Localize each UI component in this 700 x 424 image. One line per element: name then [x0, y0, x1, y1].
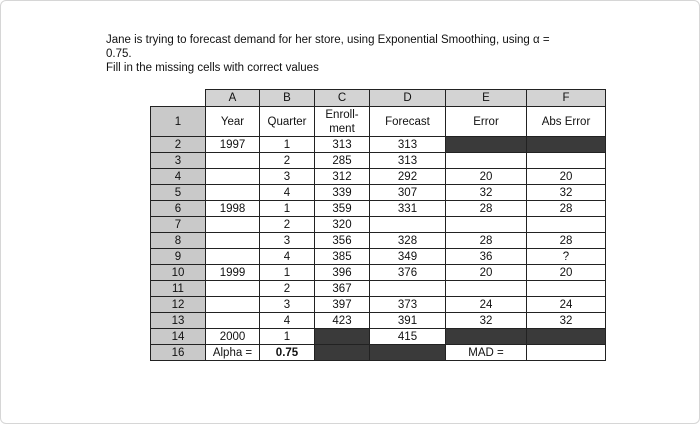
error-cell[interactable]	[446, 217, 527, 233]
year-cell[interactable]	[206, 281, 260, 297]
row-number: 5	[151, 185, 206, 201]
error-cell[interactable]: 20	[446, 265, 527, 281]
year-cell[interactable]: 1999	[206, 265, 260, 281]
enrollment-cell[interactable]: 312	[315, 169, 370, 185]
abs-error-cell[interactable]: 28	[527, 233, 606, 249]
spreadsheet-table	[150, 89, 606, 361]
table-row	[151, 249, 606, 265]
quarter-cell[interactable]: 1	[260, 137, 315, 153]
error-cell[interactable]: 28	[446, 201, 527, 217]
abs-error-cell[interactable]: 20	[527, 265, 606, 281]
table-row	[151, 169, 606, 185]
error-cell[interactable]: 24	[446, 297, 527, 313]
forecast-cell[interactable]: 313	[370, 137, 446, 153]
forecast-cell[interactable]	[370, 217, 446, 233]
forecast-cell[interactable]: 415	[370, 329, 446, 345]
table-row	[151, 153, 606, 169]
year-cell[interactable]	[206, 217, 260, 233]
abs-error-cell[interactable]: 32	[527, 185, 606, 201]
table-row	[151, 345, 606, 361]
table-row	[151, 137, 606, 153]
row-number: 16	[151, 345, 206, 361]
year-cell[interactable]	[206, 233, 260, 249]
table-row	[151, 201, 606, 217]
row-number: 2	[151, 137, 206, 153]
forecast-cell[interactable]: 307	[370, 185, 446, 201]
quarter-cell[interactable]: 3	[260, 233, 315, 249]
year-cell[interactable]	[206, 169, 260, 185]
header-error: Error	[446, 107, 527, 137]
question-line-2: 0.75.	[106, 48, 132, 60]
year-cell[interactable]: 1997	[206, 137, 260, 153]
quarter-cell[interactable]: 3	[260, 169, 315, 185]
abs-error-cell[interactable]: 20	[527, 169, 606, 185]
quarter-cell[interactable]: 4	[260, 185, 315, 201]
enrollment-cell[interactable]: 313	[315, 137, 370, 153]
year-cell[interactable]	[206, 153, 260, 169]
header-abs-error: Abs Error	[527, 107, 606, 137]
quarter-cell[interactable]: 4	[260, 249, 315, 265]
column-header-f: F	[527, 90, 606, 107]
error-cell[interactable]: 20	[446, 169, 527, 185]
quarter-cell[interactable]: 3	[260, 297, 315, 313]
error-cell-shaded	[446, 329, 527, 345]
question-line-3: Fill in the missing cells with correct values	[106, 62, 319, 74]
error-cell[interactable]: 28	[446, 233, 527, 249]
quarter-cell[interactable]: 2	[260, 281, 315, 297]
error-cell[interactable]: 36	[446, 249, 527, 265]
enrollment-cell[interactable]: 423	[315, 313, 370, 329]
error-cell[interactable]	[446, 153, 527, 169]
row-number: 7	[151, 217, 206, 233]
table-row	[151, 185, 606, 201]
abs-error-cell[interactable]: 32	[527, 313, 606, 329]
enrollment-cell[interactable]: 385	[315, 249, 370, 265]
question-text	[106, 33, 606, 75]
table-row	[151, 329, 606, 345]
year-cell[interactable]	[206, 185, 260, 201]
row-number: 14	[151, 329, 206, 345]
quarter-cell[interactable]: 2	[260, 153, 315, 169]
abs-error-cell-shaded	[527, 137, 606, 153]
table-row	[151, 265, 606, 281]
row-number: 1	[151, 107, 206, 137]
abs-error-cell[interactable]	[527, 153, 606, 169]
header-enrollment-line-2: ment	[329, 122, 355, 135]
abs-error-cell[interactable]: ?	[527, 249, 606, 265]
table-row	[151, 281, 606, 297]
column-header-b: B	[260, 90, 315, 107]
year-cell[interactable]	[206, 313, 260, 329]
forecast-cell[interactable]: 349	[370, 249, 446, 265]
row-number: 6	[151, 201, 206, 217]
quarter-cell[interactable]: 1	[260, 329, 315, 345]
corner-cell	[151, 90, 206, 107]
mad-label: MAD =	[446, 345, 527, 361]
forecast-cell-shaded	[370, 345, 446, 361]
row-number: 10	[151, 265, 206, 281]
header-enrollment	[315, 107, 370, 137]
header-year: Year	[206, 107, 260, 137]
abs-error-cell[interactable]	[527, 217, 606, 233]
column-header-row	[151, 90, 606, 107]
error-cell[interactable]: 32	[446, 313, 527, 329]
row-number: 8	[151, 233, 206, 249]
forecast-cell[interactable]: 313	[370, 153, 446, 169]
error-cell[interactable]	[446, 281, 527, 297]
row-number: 3	[151, 153, 206, 169]
column-header-d: D	[370, 90, 446, 107]
forecast-cell[interactable]: 373	[370, 297, 446, 313]
table-row	[151, 313, 606, 329]
forecast-cell[interactable]: 391	[370, 313, 446, 329]
abs-error-cell[interactable]: 28	[527, 201, 606, 217]
forecast-cell[interactable]: 328	[370, 233, 446, 249]
forecast-cell[interactable]: 376	[370, 265, 446, 281]
enrollment-cell[interactable]: 359	[315, 201, 370, 217]
quarter-cell[interactable]: 2	[260, 217, 315, 233]
enrollment-cell[interactable]: 397	[315, 297, 370, 313]
abs-error-cell[interactable]: 24	[527, 297, 606, 313]
enrollment-cell[interactable]: 339	[315, 185, 370, 201]
column-header-a: A	[206, 90, 260, 107]
enrollment-cell[interactable]: 396	[315, 265, 370, 281]
table-row	[151, 233, 606, 249]
header-quarter: Quarter	[260, 107, 315, 137]
alpha-label: Alpha =	[206, 345, 260, 361]
quarter-cell[interactable]: 1	[260, 265, 315, 281]
abs-error-cell[interactable]	[527, 281, 606, 297]
quarter-cell[interactable]: 4	[260, 313, 315, 329]
alpha-value[interactable]: 0.75	[260, 345, 315, 361]
column-header-e: E	[446, 90, 527, 107]
error-cell-shaded	[446, 137, 527, 153]
row-number: 12	[151, 297, 206, 313]
row-number: 4	[151, 169, 206, 185]
row-number: 11	[151, 281, 206, 297]
mad-value-cell[interactable]	[527, 345, 606, 361]
year-cell[interactable]	[206, 249, 260, 265]
enrollment-cell[interactable]: 320	[315, 217, 370, 233]
enrollment-cell-shaded	[315, 345, 370, 361]
table-row	[151, 297, 606, 313]
table-row	[151, 107, 606, 137]
abs-error-cell-shaded	[527, 329, 606, 345]
column-header-c: C	[315, 90, 370, 107]
row-number: 13	[151, 313, 206, 329]
row-number: 9	[151, 249, 206, 265]
year-cell[interactable]: 1998	[206, 201, 260, 217]
quarter-cell[interactable]: 1	[260, 201, 315, 217]
enrollment-cell[interactable]: 356	[315, 233, 370, 249]
header-forecast: Forecast	[370, 107, 446, 137]
enrollment-cell-shaded	[315, 329, 370, 345]
error-cell[interactable]: 32	[446, 185, 527, 201]
header-enrollment-line-1: Enroll-	[325, 108, 359, 121]
year-cell[interactable]: 2000	[206, 329, 260, 345]
forecast-cell[interactable]: 331	[370, 201, 446, 217]
question-line-1: Jane is trying to forecast demand for her store, using Exponential Smoothing, using α =	[106, 34, 550, 46]
enrollment-cell[interactable]: 285	[315, 153, 370, 169]
forecast-cell[interactable]: 292	[370, 169, 446, 185]
year-cell[interactable]	[206, 297, 260, 313]
table-row	[151, 217, 606, 233]
forecast-cell[interactable]	[370, 281, 446, 297]
enrollment-cell[interactable]: 367	[315, 281, 370, 297]
